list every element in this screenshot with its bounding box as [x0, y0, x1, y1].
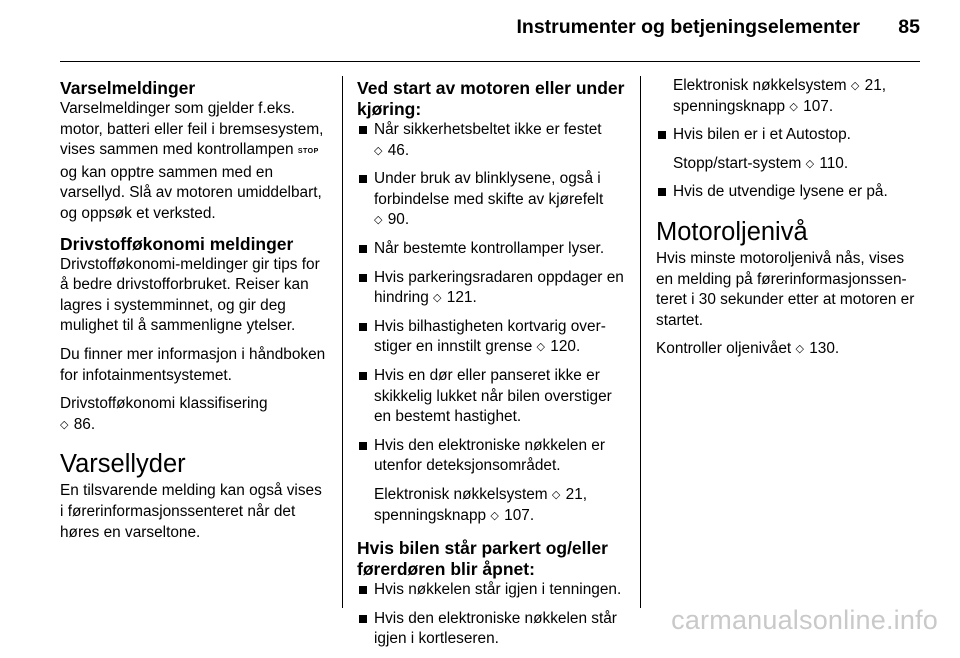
- paragraph-text: Drivstofføkonomi klassifisering: [60, 395, 268, 413]
- section-heading: Ved start av motoren eller under kjøring:: [357, 78, 625, 119]
- page-ref-icon: ◇: [490, 509, 499, 522]
- page-number: 85: [898, 16, 920, 38]
- list-item-text: Når sikkerhetsbeltet ikke er festet: [374, 121, 602, 138]
- header-divider: [60, 61, 920, 62]
- paragraph: [60, 394, 326, 435]
- list-item: [357, 609, 625, 650]
- list-item: [357, 239, 625, 260]
- paragraph: Du finner mer informasjon i håndboken for infotainmentsystemet.: [60, 345, 326, 384]
- list-item-text: Hvis de utvendige lysene er på.: [673, 183, 888, 201]
- section-varsellyder: [60, 449, 326, 543]
- paragraph-text: spenningsknapp: [374, 506, 487, 524]
- paragraph: Hvis minste motoroljenivå nås, vises en melding på førerinformasjonssenteret i 30 sekunder etter at motoren er startet.: [656, 249, 915, 329]
- paragraph-text: spenningsknapp: [673, 97, 786, 115]
- paragraph-text: Varselmeldinger som gjelder f.eks. motor, batteri eller feil i bremsesystem, vises sammen med kontrollampen: [60, 100, 324, 159]
- page-ref-icon: ◇: [805, 157, 815, 170]
- list-item-text: Hvis nøkkelen står igjen i tenningen.: [374, 581, 622, 599]
- page-ref-link[interactable]: 21,: [864, 77, 887, 94]
- list-item-text: Hvis parkeringsradaren oppdager en hindring: [374, 268, 624, 307]
- column-divider: [640, 76, 641, 608]
- page-ref-icon: ◇: [433, 292, 442, 305]
- column-2: [357, 76, 625, 658]
- list-item: [357, 268, 625, 309]
- chapter-heading: Varsellyder: [60, 450, 186, 479]
- list-item-text: Hvis den elektroniske nøkkelen står igjen i kortleseren.: [374, 609, 617, 648]
- section-heading: Varselmeldinger: [60, 78, 196, 98]
- page-ref-link[interactable]: 46.: [387, 141, 410, 159]
- paragraph: [60, 99, 326, 225]
- sub-paragraph: [357, 485, 625, 526]
- section-heading: Hvis bilen står parkert og/eller førerdøren blir åpnet:: [357, 538, 608, 580]
- bullet-list: [656, 182, 924, 203]
- list-item: [357, 436, 625, 477]
- page-ref-link[interactable]: 130.: [809, 340, 840, 358]
- list-item-text: Hvis bilhastigheten kortvarig overstiger en innstilt grense: [374, 317, 606, 356]
- section-motoroljeniva: [656, 217, 924, 360]
- paragraph-text: Kontroller oljenivået: [656, 340, 792, 358]
- page-ref-link[interactable]: 110.: [819, 154, 849, 172]
- page-ref-icon: ◇: [60, 418, 69, 431]
- column-1: [60, 76, 326, 551]
- list-item-text: Under bruk av blinklysene, også i forbindelse med skifte av kjørefelt: [374, 170, 604, 208]
- page-ref-icon: ◇: [374, 144, 383, 157]
- chapter-heading: Motoroljenivå: [656, 217, 808, 246]
- list-item: [357, 120, 625, 161]
- paragraph: Drivstofføkonomi-meldinger gir tips for å bedre drivstofforbruket. Reiser kan lagres i systemminnet, og gir deg mulighet til å sammenligne ytelser.: [60, 255, 320, 335]
- list-item-text: Hvis den elektroniske nøkkelen er utenfor deteksjonsområdet.: [374, 436, 605, 475]
- watermark: carmanualsonline.info: [671, 605, 938, 635]
- column-divider: [342, 76, 343, 608]
- list-item-text: Hvis en dør eller panseret ikke er skikkelig lukket når bilen overstiger en bestemt hastighet.: [374, 366, 612, 426]
- page-ref-icon: ◇: [374, 214, 383, 227]
- page-ref-icon: ◇: [551, 488, 561, 501]
- list-item-text: Hvis bilen er i et Autostop.: [673, 126, 851, 144]
- list-item: [357, 366, 625, 428]
- list-item: [357, 317, 625, 358]
- paragraph-text: Elektronisk nøkkelsystem: [374, 485, 548, 503]
- page-ref-link[interactable]: 107.: [504, 506, 535, 524]
- page-ref-link[interactable]: 120.: [550, 338, 581, 356]
- page-ref-icon: ◇: [850, 80, 860, 92]
- section-heading: Drivstofføkonomi meldinger: [60, 233, 294, 254]
- section-drivstoffokonomi: [60, 234, 326, 436]
- paragraph-text: og kan opptre sammen med en varsellyd. Slå av motoren umiddelbart, og oppsøk et verksted.: [60, 163, 322, 222]
- page-ref-link[interactable]: 107.: [803, 97, 834, 115]
- page-ref-link[interactable]: 121.: [446, 289, 477, 307]
- paragraph: [656, 339, 924, 360]
- page-ref-link[interactable]: 21,: [565, 485, 588, 503]
- list-item: [357, 169, 625, 231]
- bullet-list: [656, 125, 924, 146]
- page-ref-icon: ◇: [536, 341, 546, 354]
- stop-symbol-icon: STOP: [297, 148, 319, 156]
- column-3: [656, 76, 924, 368]
- page-ref-link[interactable]: 86.: [73, 415, 96, 433]
- list-item: [656, 182, 924, 203]
- list-item: [656, 125, 924, 146]
- sub-paragraph: [656, 154, 924, 175]
- page-ref-icon: ◇: [789, 100, 798, 113]
- page-ref-link[interactable]: 90.: [387, 211, 410, 229]
- page-ref-icon: ◇: [795, 343, 804, 356]
- bullet-list: [357, 120, 625, 477]
- continued-paragraph: [656, 76, 924, 117]
- paragraph-text: Elektronisk nøkkelsystem: [673, 77, 847, 94]
- paragraph-text: Stopp/start-system: [673, 154, 802, 172]
- list-item-text: Når bestemte kontrollamper lyser.: [374, 239, 605, 257]
- section-varselmeldinger: [60, 78, 326, 225]
- bullet-list: [357, 580, 625, 650]
- paragraph: En tilsvarende melding kan også vises i førerinformasjonssenteret når det høres en varseltone.: [60, 482, 322, 541]
- list-item: [357, 580, 625, 601]
- page-title: Instrumenter og betjeningselementer: [516, 16, 860, 38]
